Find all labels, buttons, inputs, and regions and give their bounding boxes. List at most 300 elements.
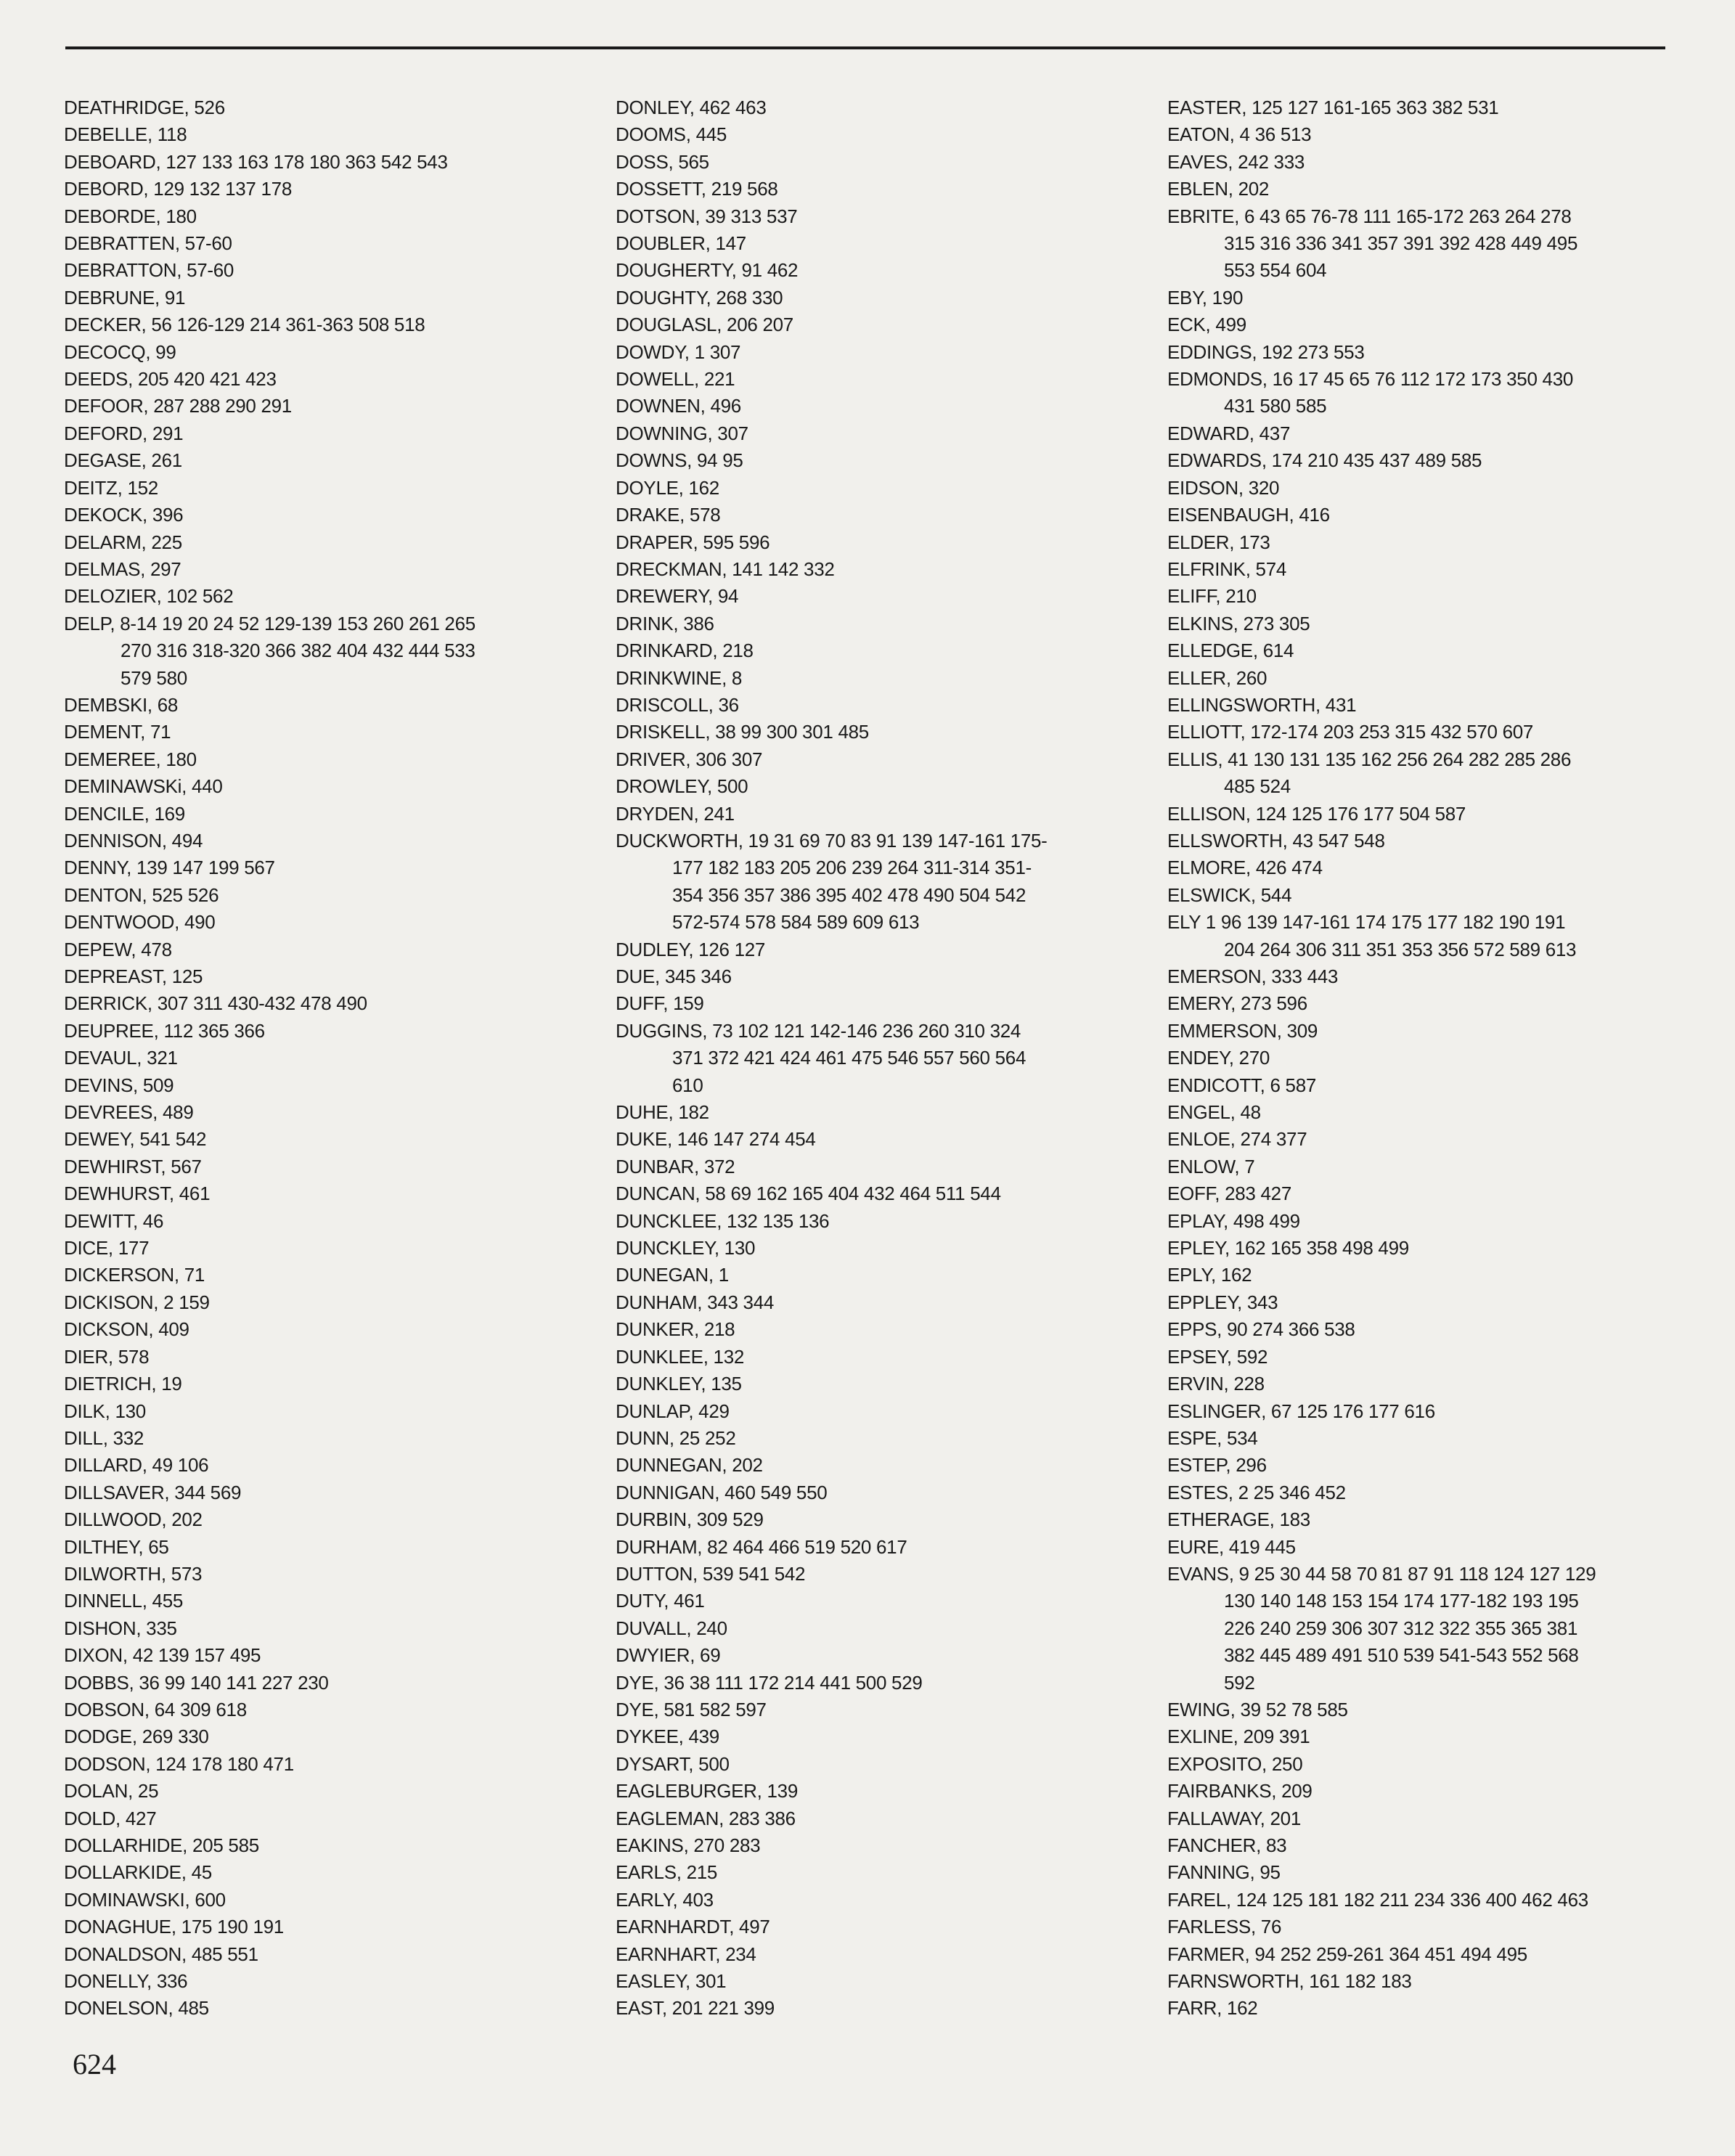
entry-line: DUNKLEY, 135 — [616, 1373, 742, 1395]
entry-line: EVANS, 9 25 30 44 58 70 81 87 91 118 124 127 129 — [1167, 1562, 1596, 1585]
index-entry — [1167, 475, 1719, 502]
entry-line: DEBELLE, 118 — [64, 123, 187, 146]
entry-line: DIER, 578 — [64, 1345, 150, 1368]
entry-line: DENNY, 139 147 199 567 — [64, 857, 275, 879]
entry-line: DONELSON, 485 — [64, 1997, 209, 2020]
entry-line: ELLER, 260 — [1167, 666, 1267, 689]
entry-line: EDWARD, 437 — [1167, 422, 1291, 444]
entry-line: FALLAWAY, 201 — [1167, 1807, 1301, 1829]
entry-line: EXPOSITO, 250 — [1167, 1752, 1303, 1775]
index-entry — [1167, 1452, 1719, 1479]
entry-line: DEFORD, 291 — [64, 422, 184, 444]
entry-line: DERRICK, 307 311 430-432 478 490 — [64, 992, 367, 1015]
index-entry — [64, 1914, 587, 1940]
index-entry — [616, 285, 1138, 311]
index-entry — [616, 1452, 1138, 1479]
index-entry — [64, 909, 587, 936]
index-entry — [64, 719, 587, 746]
page-number: 624 — [73, 2048, 116, 2081]
index-entry — [64, 1670, 587, 1696]
index-entry — [1167, 692, 1719, 719]
index-entry — [616, 1670, 1138, 1696]
entry-line: DONALDSON, 485 551 — [64, 1943, 258, 1965]
entry-line: EPLY, 162 — [1167, 1264, 1252, 1286]
index-entry — [64, 801, 587, 828]
entry-line: FAIRBANKS, 209 — [1167, 1780, 1313, 1802]
index-entry — [1167, 828, 1719, 854]
index-entry — [64, 1723, 587, 1750]
entry-line: EAKINS, 270 283 — [616, 1834, 761, 1856]
entry-line: DEPREAST, 125 — [64, 965, 203, 987]
entry-line: DIETRICH, 19 — [64, 1373, 182, 1395]
entry-line: ENDEY, 270 — [1167, 1047, 1270, 1069]
entry-line: DILL, 332 — [64, 1426, 144, 1449]
entry-line: DUE, 345 346 — [616, 965, 732, 987]
index-entry — [616, 692, 1138, 719]
index-entry — [64, 1696, 587, 1723]
entry-line: ELLEDGE, 614 — [1167, 640, 1294, 662]
index-entry — [64, 1751, 587, 1778]
entry-line: DOWNING, 307 — [616, 422, 748, 444]
index-entry — [64, 393, 587, 420]
index-entry — [64, 828, 587, 854]
entry-line: EISENBAUGH, 416 — [1167, 504, 1330, 526]
index-entry — [1167, 1805, 1719, 1832]
entry-line: DELMAS, 297 — [64, 558, 181, 580]
entry-line: DRINKARD, 218 — [616, 640, 754, 662]
index-entry — [616, 1506, 1138, 1533]
entry-line: ESTES, 2 25 346 452 — [1167, 1481, 1346, 1503]
index-entry — [1167, 611, 1719, 637]
index-entry — [616, 339, 1138, 366]
index-entry — [1167, 1371, 1719, 1397]
entry-line: DEWEY, 541 542 — [64, 1128, 207, 1151]
index-entry — [1167, 801, 1719, 828]
entry-line: FARR, 162 — [1167, 1997, 1258, 2020]
index-entry — [616, 311, 1138, 338]
entry-line: DOSSETT, 219 568 — [616, 178, 778, 200]
index-entry — [616, 1371, 1138, 1397]
entry-line: DUDLEY, 126 127 — [616, 938, 766, 960]
index-entry — [64, 1289, 587, 1316]
entry-continuation: 572-574 578 584 589 609 613 — [672, 911, 920, 934]
entry-line: DICE, 177 — [64, 1237, 150, 1259]
entry-line: DICKISON, 2 159 — [64, 1291, 210, 1313]
entry-line: DEMEREE, 180 — [64, 748, 197, 770]
entry-line: DEWHURST, 461 — [64, 1183, 211, 1205]
entry-line: DUHE, 182 — [616, 1101, 709, 1124]
entry-line: EMERSON, 333 443 — [1167, 965, 1339, 987]
index-entry — [1167, 1018, 1719, 1045]
index-entry — [616, 1914, 1138, 1940]
index-entry — [64, 1832, 587, 1859]
index-entry — [64, 1099, 587, 1126]
index-entry — [1167, 1968, 1719, 1995]
index-entry — [1167, 502, 1719, 528]
entry-line: EMERY, 273 596 — [1167, 992, 1307, 1015]
index-entry — [1167, 203, 1719, 285]
entry-line: EAGLEBURGER, 139 — [616, 1780, 798, 1802]
entry-line: ELLSWORTH, 43 547 548 — [1167, 829, 1385, 852]
index-entry — [64, 1506, 587, 1533]
entry-line: DILLSAVER, 344 569 — [64, 1481, 242, 1503]
index-entry — [1167, 1425, 1719, 1452]
index-entry — [616, 475, 1138, 502]
index-entry — [64, 1805, 587, 1832]
index-entry — [1167, 746, 1719, 801]
entry-line: DOBSON, 64 309 618 — [64, 1698, 247, 1720]
index-entry — [1167, 1561, 1719, 1696]
index-entry — [616, 420, 1138, 447]
index-entry — [1167, 1696, 1719, 1723]
entry-line: DOLLARHIDE, 205 585 — [64, 1834, 259, 1856]
index-entry — [616, 366, 1138, 393]
entry-line: DICKERSON, 71 — [64, 1264, 205, 1286]
entry-line: DEBORDE, 180 — [64, 205, 197, 227]
index-entry — [1167, 719, 1719, 746]
entry-line: DEBORD, 129 132 137 178 — [64, 178, 292, 200]
entry-line: DILK, 130 — [64, 1400, 146, 1422]
entry-line: DOWNEN, 496 — [616, 395, 741, 417]
entry-line: DENTWOOD, 490 — [64, 911, 216, 934]
index-entry — [616, 393, 1138, 420]
index-entry — [64, 1859, 587, 1886]
index-entry — [1167, 1506, 1719, 1533]
index-entry — [1167, 1126, 1719, 1153]
entry-line: DINNELL, 455 — [64, 1590, 184, 1612]
entry-line: DEFOOR, 287 288 290 291 — [64, 395, 292, 417]
entry-line: DWYIER, 69 — [616, 1644, 721, 1667]
entry-line: DOTSON, 39 313 537 — [616, 205, 798, 227]
entry-continuation: 270 316 318-320 366 382 404 432 444 533 — [121, 640, 475, 662]
entry-continuation: 226 240 259 306 307 312 322 355 365 381 — [1224, 1617, 1578, 1639]
entry-line: DYKEE, 439 — [616, 1726, 719, 1748]
index-entry — [616, 746, 1138, 773]
index-entry — [64, 1235, 587, 1262]
entry-continuation: 130 140 148 153 154 174 177-182 193 195 — [1224, 1590, 1579, 1612]
index-entry — [616, 121, 1138, 148]
index-entry — [616, 719, 1138, 746]
entry-line: ESLINGER, 67 125 176 177 616 — [1167, 1400, 1435, 1422]
index-entry — [616, 1289, 1138, 1316]
entry-line: DOLAN, 25 — [64, 1780, 159, 1802]
index-entry — [616, 1344, 1138, 1371]
entry-line: DUNNIGAN, 460 549 550 — [616, 1481, 828, 1503]
entry-continuation: 610 — [672, 1074, 703, 1096]
index-entry — [616, 529, 1138, 556]
entry-line: ELLINGSWORTH, 431 — [1167, 693, 1357, 716]
index-entry — [64, 1316, 587, 1343]
entry-line: DUNLAP, 429 — [616, 1400, 730, 1422]
index-entry — [1167, 94, 1719, 121]
entry-line: EASTER, 125 127 161-165 363 382 531 — [1167, 97, 1499, 118]
entry-line: DRISKELL, 38 99 300 301 485 — [616, 721, 869, 743]
index-entry — [64, 1018, 587, 1045]
entry-line: DOUBLER, 147 — [616, 232, 746, 255]
entry-line: EBRITE, 6 43 65 76-78 111 165-172 263 264 278 — [1167, 205, 1572, 227]
entry-line: DOSS, 565 — [616, 150, 709, 173]
entry-line: ETHERAGE, 183 — [1167, 1508, 1310, 1531]
entry-line: DEMINAWSKi, 440 — [64, 775, 223, 798]
entry-line: DEBOARD, 127 133 163 178 180 363 542 543 — [64, 150, 448, 173]
index-entry — [64, 1887, 587, 1914]
entry-line: DRISCOLL, 36 — [616, 693, 739, 716]
index-entry — [64, 1153, 587, 1180]
entry-line: DODGE, 269 330 — [64, 1726, 209, 1748]
index-entry — [616, 1778, 1138, 1805]
index-entry — [64, 936, 587, 963]
entry-continuation: 431 580 585 — [1224, 395, 1327, 417]
index-entry — [1167, 366, 1719, 420]
entry-line: DEBRUNE, 91 — [64, 286, 186, 309]
entry-line: ELLISON, 124 125 176 177 504 587 — [1167, 802, 1466, 825]
entry-line: ELFRINK, 574 — [1167, 558, 1287, 580]
index-entry — [616, 1723, 1138, 1750]
entry-line: EWING, 39 52 78 585 — [1167, 1698, 1348, 1720]
index-entry — [64, 203, 587, 230]
entry-line: EARNHARDT, 497 — [616, 1916, 770, 1938]
entry-line: DROWLEY, 500 — [616, 775, 748, 798]
entry-continuation: 315 316 336 341 357 391 392 428 449 495 — [1224, 232, 1578, 255]
index-entry — [64, 1995, 587, 2022]
entry-continuation: 485 524 — [1224, 775, 1291, 798]
entry-line: DURHAM, 82 464 466 519 520 617 — [616, 1535, 907, 1558]
entry-line: DEWITT, 46 — [64, 1209, 164, 1232]
index-entry — [1167, 1723, 1719, 1750]
index-entry — [616, 502, 1138, 528]
entry-line: DEWHIRST, 567 — [64, 1155, 202, 1177]
entry-line: DONAGHUE, 175 190 191 — [64, 1916, 284, 1938]
index-entry — [64, 556, 587, 583]
entry-line: DUNEGAN, 1 — [616, 1264, 729, 1286]
index-entry — [64, 529, 587, 556]
index-entry — [1167, 637, 1719, 664]
index-entry — [616, 1534, 1138, 1561]
entry-line: DEVREES, 489 — [64, 1101, 194, 1124]
index-entry — [64, 990, 587, 1017]
index-entry — [1167, 420, 1719, 447]
index-entry — [1167, 990, 1719, 1017]
index-entry — [616, 1805, 1138, 1832]
index-entry — [64, 692, 587, 719]
index-entry — [1167, 1316, 1719, 1343]
index-entry — [1167, 1995, 1719, 2022]
index-entry — [616, 990, 1138, 1017]
entry-line: DYE, 36 38 111 172 214 441 500 529 — [616, 1671, 923, 1694]
entry-line: DEGASE, 261 — [64, 449, 182, 472]
entry-line: DENCILE, 169 — [64, 802, 185, 825]
entry-line: FAREL, 124 125 181 182 211 234 336 400 462 463 — [1167, 1888, 1588, 1911]
entry-line: FARLESS, 76 — [1167, 1916, 1282, 1938]
index-entry — [1167, 1072, 1719, 1099]
entry-line: DUVALL, 240 — [616, 1617, 727, 1639]
entry-line: DILLARD, 49 106 — [64, 1454, 209, 1477]
entry-line: DUNKLEE, 132 — [616, 1345, 745, 1368]
index-entry — [616, 1208, 1138, 1235]
index-entry — [64, 311, 587, 338]
entry-line: DUNN, 25 252 — [616, 1426, 736, 1449]
index-entry — [64, 502, 587, 528]
index-entry — [64, 1344, 587, 1371]
index-entry — [616, 149, 1138, 176]
entry-line: DOWELL, 221 — [616, 368, 735, 391]
index-column-3 — [1167, 94, 1719, 2022]
index-entry — [64, 1588, 587, 1614]
index-entry — [64, 1479, 587, 1506]
index-entry — [64, 420, 587, 447]
entry-line: DRAKE, 578 — [616, 504, 721, 526]
index-entry — [616, 1153, 1138, 1180]
entry-line: DUNCAN, 58 69 162 165 404 432 464 511 544 — [616, 1183, 1001, 1205]
entry-line: EMMERSON, 309 — [1167, 1019, 1318, 1042]
entry-line: DIXON, 42 139 157 495 — [64, 1644, 261, 1667]
entry-line: ELLIOTT, 172-174 203 253 315 432 570 607 — [1167, 721, 1534, 743]
index-entry — [64, 882, 587, 909]
entry-line: EDMONDS, 16 17 45 65 76 112 172 173 350 430 — [1167, 368, 1574, 391]
index-entry — [616, 1941, 1138, 1968]
index-entry — [1167, 1479, 1719, 1506]
index-entry — [1167, 1235, 1719, 1262]
index-entry — [64, 1615, 587, 1642]
entry-line: EAGLEMAN, 283 386 — [616, 1807, 796, 1829]
index-entry — [64, 447, 587, 474]
entry-line: DOWNS, 94 95 — [616, 449, 743, 472]
index-entry — [616, 1126, 1138, 1153]
entry-line: DUNNEGAN, 202 — [616, 1454, 763, 1477]
index-entry — [616, 665, 1138, 692]
index-entry — [1167, 583, 1719, 610]
index-entry — [616, 1180, 1138, 1207]
entry-line: DUFF, 159 — [616, 992, 704, 1015]
index-entry — [1167, 311, 1719, 338]
entry-line: ENDICOTT, 6 587 — [1167, 1074, 1317, 1096]
index-entry — [1167, 1045, 1719, 1071]
index-entry — [1167, 1180, 1719, 1207]
index-entry — [616, 936, 1138, 963]
index-entry — [1167, 1344, 1719, 1371]
index-entry — [616, 1751, 1138, 1778]
entry-continuation: 382 445 489 491 510 539 541-543 552 568 — [1224, 1644, 1579, 1667]
entry-line: EURE, 419 445 — [1167, 1535, 1296, 1558]
index-entry — [616, 1398, 1138, 1425]
entry-line: DRINK, 386 — [616, 612, 714, 634]
entry-line: DOYLE, 162 — [616, 476, 719, 499]
entry-line: DOLD, 427 — [64, 1807, 157, 1829]
index-entry — [616, 1316, 1138, 1343]
index-entry — [616, 963, 1138, 990]
entry-continuation: 204 264 306 311 351 353 356 572 589 613 — [1224, 938, 1577, 960]
index-entry — [1167, 963, 1719, 990]
entry-line: EPLAY, 498 499 — [1167, 1209, 1300, 1232]
entry-line: DUNKER, 218 — [616, 1318, 735, 1341]
index-entry — [616, 583, 1138, 610]
index-entry — [616, 1425, 1138, 1452]
index-entry — [1167, 909, 1719, 963]
entry-line: DOOMS, 445 — [616, 123, 727, 146]
index-entry — [1167, 1832, 1719, 1859]
index-entry — [64, 746, 587, 773]
entry-line: EDWARDS, 174 210 435 437 489 585 — [1167, 449, 1482, 472]
entry-line: DRECKMAN, 141 142 332 — [616, 558, 835, 580]
index-entry — [64, 176, 587, 203]
index-entry — [616, 1479, 1138, 1506]
index-entry — [616, 1262, 1138, 1289]
entry-line: DELOZIER, 102 562 — [64, 585, 234, 608]
index-column-1 — [64, 94, 587, 2022]
index-entry — [64, 773, 587, 800]
entry-line: DOUGHERTY, 91 462 — [616, 259, 799, 282]
entry-line: EBLEN, 202 — [1167, 178, 1270, 200]
index-entry — [1167, 1751, 1719, 1778]
entry-line: DUNBAR, 372 — [616, 1155, 735, 1177]
index-entry — [1167, 149, 1719, 176]
index-entry — [64, 1371, 587, 1397]
entry-line: FANNING, 95 — [1167, 1861, 1281, 1884]
entry-line: DRYDEN, 241 — [616, 802, 735, 825]
entry-line: DELARM, 225 — [64, 531, 182, 553]
entry-line: DUCKWORTH, 19 31 69 70 83 91 139 147-161 175- — [616, 829, 1048, 852]
index-entry — [616, 773, 1138, 800]
index-entry — [1167, 1289, 1719, 1316]
index-entry — [1167, 1398, 1719, 1425]
index-entry — [1167, 1859, 1719, 1886]
entry-line: DUNCKLEY, 130 — [616, 1237, 756, 1259]
entry-line: ELDER, 173 — [1167, 531, 1270, 553]
index-entry — [64, 285, 587, 311]
index-entry — [1167, 447, 1719, 474]
entry-line: DILWORTH, 573 — [64, 1562, 203, 1585]
entry-line: DEPEW, 478 — [64, 938, 172, 960]
entry-line: EPSEY, 592 — [1167, 1345, 1268, 1368]
index-entry — [616, 1235, 1138, 1262]
index-entry — [616, 1832, 1138, 1859]
index-entry — [64, 1398, 587, 1425]
index-entry — [64, 1941, 587, 1968]
entry-line: ESPE, 534 — [1167, 1426, 1258, 1449]
index-entry — [616, 1018, 1138, 1099]
index-entry — [64, 1208, 587, 1235]
entry-line: DUNCKLEE, 132 135 136 — [616, 1209, 830, 1232]
index-entry — [64, 366, 587, 393]
entry-line: ELKINS, 273 305 — [1167, 612, 1310, 634]
entry-line: DRAPER, 595 596 — [616, 531, 770, 553]
index-entry — [616, 176, 1138, 203]
entry-line: DOMINAWSKI, 600 — [64, 1888, 226, 1911]
index-entry — [64, 1425, 587, 1452]
entry-line: DOUGLASL, 206 207 — [616, 314, 793, 336]
entry-line: DOWDY, 1 307 — [616, 340, 741, 363]
entry-line: DEMENT, 71 — [64, 721, 171, 743]
index-entry — [616, 1968, 1138, 1995]
entry-line: DICKSON, 409 — [64, 1318, 189, 1341]
entry-line: ELIFF, 210 — [1167, 585, 1257, 608]
index-entry — [616, 828, 1138, 936]
entry-line: FARMER, 94 252 259-261 364 451 494 495 — [1167, 1943, 1527, 1965]
entry-line: EATON, 4 36 513 — [1167, 123, 1312, 146]
entry-line: EARLS, 215 — [616, 1861, 718, 1884]
index-entry — [64, 94, 587, 121]
index-entry — [1167, 665, 1719, 692]
entry-line: DELP, 8-14 19 20 24 52 129-139 153 260 261 265 — [64, 612, 475, 634]
index-entry — [616, 257, 1138, 284]
entry-line: EAST, 201 221 399 — [616, 1997, 775, 2020]
index-entry — [616, 611, 1138, 637]
index-entry — [616, 1696, 1138, 1723]
index-entry — [1167, 882, 1719, 909]
entry-line: DRINKWINE, 8 — [616, 666, 743, 689]
index-entry — [64, 1561, 587, 1588]
index-entry — [616, 1859, 1138, 1886]
